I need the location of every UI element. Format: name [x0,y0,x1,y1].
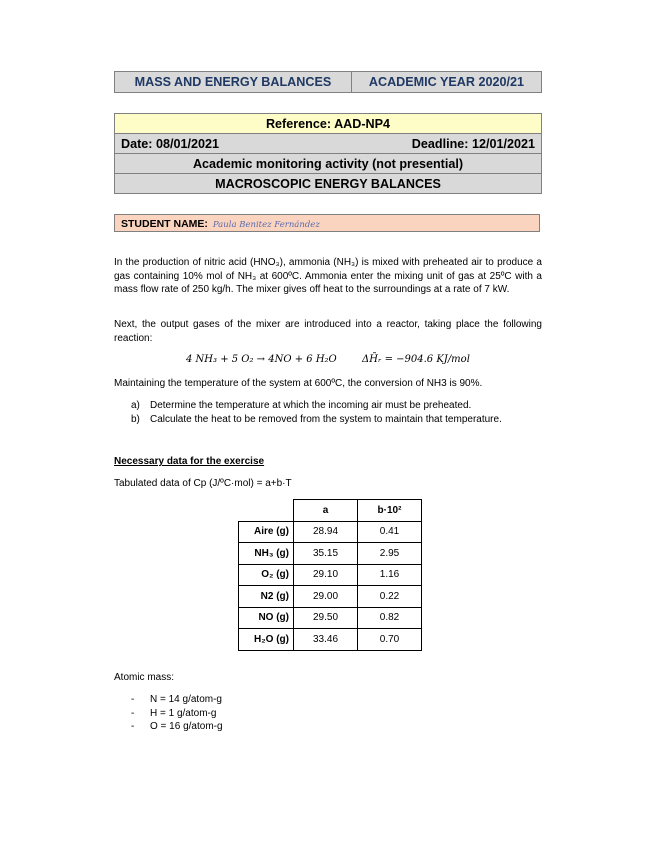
date: Date: 08/01/2021 [115,134,307,154]
column-header-b: b·10² [358,500,422,522]
topic: MACROSCOPIC ENERGY BALANCES [115,174,542,194]
question-list [131,399,502,426]
reference-code: Reference: AAD-NP4 [115,114,542,134]
problem-paragraph-2: Next, the output gases of the mixer are introduced into a reactor, taking place the following reaction: [114,319,542,344]
list-item: - O = 16 g/atom-g [131,721,223,732]
reference-table [114,113,542,194]
column-header-a: a [294,500,358,522]
academic-year: ACADEMIC YEAR 2020/21 [351,72,541,93]
student-name-box [114,214,540,232]
problem-paragraph-1: In the production of nitric acid (HNO₃), ammonia (NH₃) is mixed with preheated air to produce a gas containing 10% mol of NH₃ at 600ºC. Ammonia enter the mixing unit of gas at 25ºC with a mass flow rate of 250 kg/h. The mixer gives off heat to the surroundings at a rate of 7 kW. [114,257,542,295]
list-item: - H = 1 g/atom-g [131,707,217,719]
list-item: a) Determine the temperature at which the incoming air must be preheated. [131,400,472,411]
data-heading: Necessary data for the exercise [114,456,265,467]
problem-paragraph-3: Maintaining the temperature of the system at 600ºC, the conversion of NH3 is 90%. [114,378,483,389]
table-row: NH₃ (g) 35.15 2.95 [239,543,422,565]
cp-formula: Tabulated data of Cp (J/ºC·mol) = a+b·T [114,478,292,489]
table-row: N2 (g) 29.00 0.22 [239,586,422,608]
list-item: - N = 14 g/atom-g [131,694,222,705]
student-name-label: STUDENT NAME: [121,218,208,230]
table-row: NO (g) 29.50 0.82 [239,607,422,629]
deadline: Deadline: 12/01/2021 [306,134,541,154]
course-title: MASS AND ENERGY BALANCES [115,72,352,93]
student-signature: Paula Benitez Fernández [212,220,320,230]
cp-data-table [238,499,422,651]
reaction-equation: 4 NH₃ + 5 O₂ → 4NO + 6 H₂O [186,354,337,365]
activity-type: Academic monitoring activity (not presential) [115,154,542,174]
reaction-enthalpy: ΔH̄ᵣ = −904.6 KJ/mol [362,354,470,365]
atomic-mass-label: Atomic mass: [114,672,175,683]
course-header-table [114,71,542,93]
list-item: b) Calculate the heat to be removed from the system to maintain that temperature. [131,413,502,425]
atomic-mass-list [131,693,223,734]
table-row: O₂ (g) 29.10 1.16 [239,564,422,586]
table-row: H₂O (g) 33.46 0.70 [239,629,422,651]
table-row: Aire (g) 28.94 0.41 [239,521,422,543]
